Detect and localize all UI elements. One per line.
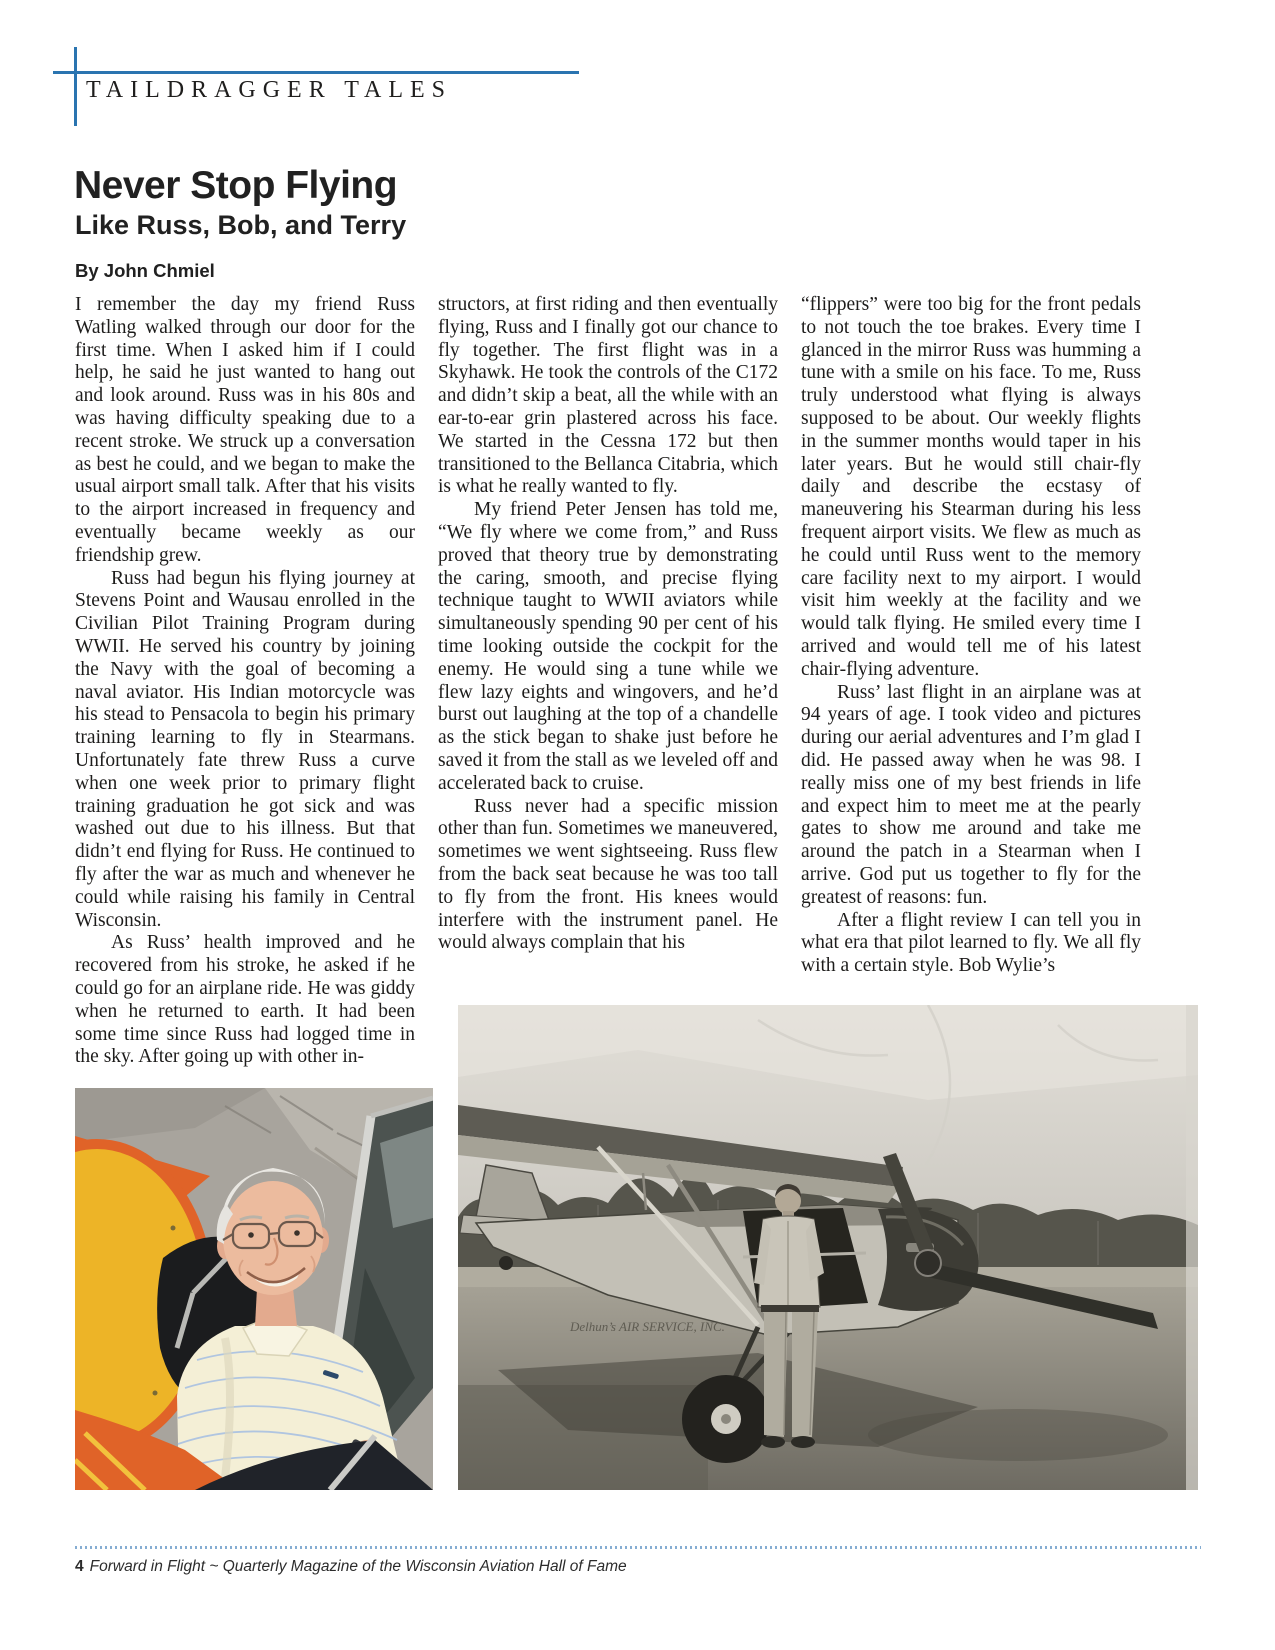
page-number: 4 (75, 1558, 84, 1575)
article-paragraph: My friend Peter Jensen has told me, “We fly where we come from,” and Russ proved that theory true by demonstrating the caring, smooth, and precise flying technique taught to WWII aviators while simultaneously spending 90 per cent of his time looking outside the cockpit for the enemy. He would sing a tune while we flew lazy eights and wingovers, and he’d burst out laughing at the top of a chandelle as the stick began to shake just before he saved it from the stall as we leveled off and accelerated back to cruise. (438, 499, 778, 794)
article-paragraph: I remember the day my friend Russ Watling walked through our door for the first time. When I asked him if I could help, he said he just wanted to hang out and look around. Russ was in his 80s and was having difficulty speaking due to a recent stroke. We struck up a conversation as best he could, and we began to make the usual airport small talk. After that his visits to the airport increased in frequency and eventually became weekly as our friendship grew. (75, 294, 415, 566)
article-paragraph: “flippers” were too big for the front pedals to not touch the toe brakes. Every time I glanced in the mirror Russ was humming a tune with a smile on his face. To me, Russ truly understood what flying is always supposed to be about. Our weekly flights in the summer months would taper in his later years. But he would still chair-fly daily and describe the ecstasy of maneuvering his Stearman during his less frequent airport visits. We flew as much as he could until Russ went to the memory care facility next to my airport. I would visit him weekly at the facility and we would talk flying. He smiled every time I arrived and would tell me of his latest chair-flying adventure. (801, 294, 1141, 680)
article-paragraph: After a flight review I can tell you in what era that pilot learned to fly. We all fly with a certain style. Bob Wylie’s (801, 909, 1141, 977)
photo-vintage-taildragger-image (458, 1005, 1198, 1490)
article-column-3 (801, 294, 1141, 1069)
footer (75, 1558, 627, 1576)
fuselage-signage-text: Delhun’s AIR SERVICE, INC. (570, 1319, 725, 1334)
section-label: TAILDRAGGER TALES (86, 77, 453, 103)
footer-dotted-rule (75, 1546, 1201, 1549)
article-paragraph: Russ had begun his flying journey at Stevens Point and Wausau enrolled in the Civilian Pilot Training Program during WWII. He served his country by joining the Navy with the goal of becoming a naval aviator. His Indian motorcycle was his stead to Pensacola to begin his primary training learning to fly in Stearmans. Unfortunately fate threw Russ a curve when one week prior to primary flight training graduation he got sick and was washed out due to his illness. But that didn’t end flying for Russ. He continued to fly after the war as much and whenever he could while raising his family in Central Wisconsin. (75, 567, 415, 931)
article-paragraph: Russ never had a specific mission other than fun. Sometimes we maneuvered, sometimes we went sightseeing. Russ flew from the back seat because he was too tall to fly from the front. His knees would interfere with the instrument panel. He would always complain that his (438, 795, 778, 954)
article-paragraph: structors, at first riding and then eventually flying, Russ and I finally got our chance to fly together. The first flight was in a Skyhawk. He took the controls of the C172 and didn’t skip a beat, all the while with an ear-to-ear grin plastered across his face. We started in the Cessna 172 but then transitioned to the Bellanca Citabria, which is what he really wanted to fly. (438, 294, 778, 498)
article-column-1 (75, 294, 415, 1069)
article-body (75, 294, 1141, 1069)
masthead-vertical-rule (74, 47, 77, 126)
photo-russ-cockpit (75, 1088, 433, 1490)
article-paragraph: Russ’ last flight in an airplane was at 94 years of age. I took video and pictures during our aerial adventures and I’m glad I did. He passed away when he was 98. I really miss one of my best friends in life and expect him to meet me at the pearly gates to show me around and take me around the patch in a Stearman when I arrive. God put us together to fly for the greatest of reasons: fun. (801, 681, 1141, 908)
photo-russ-cockpit-image (75, 1088, 433, 1490)
masthead-horizontal-rule (53, 71, 579, 74)
article-byline: By John Chmiel (75, 260, 215, 281)
footer-magazine-title: Forward in Flight ~ Quarterly Magazine of the Wisconsin Aviation Hall of Fame (89, 1558, 627, 1575)
article-column-2 (438, 294, 778, 1069)
article-paragraph: As Russ’ health improved and he recovered from his stroke, he asked if he could go for an airplane ride. He was giddy when he returned to earth. It had been some time since Russ had logged time in the sky. After going up with other in- (75, 932, 415, 1068)
article-subtitle: Like Russ, Bob, and Terry (75, 210, 407, 240)
photo-vintage-taildragger (458, 1005, 1198, 1490)
article-title: Never Stop Flying (74, 164, 398, 207)
